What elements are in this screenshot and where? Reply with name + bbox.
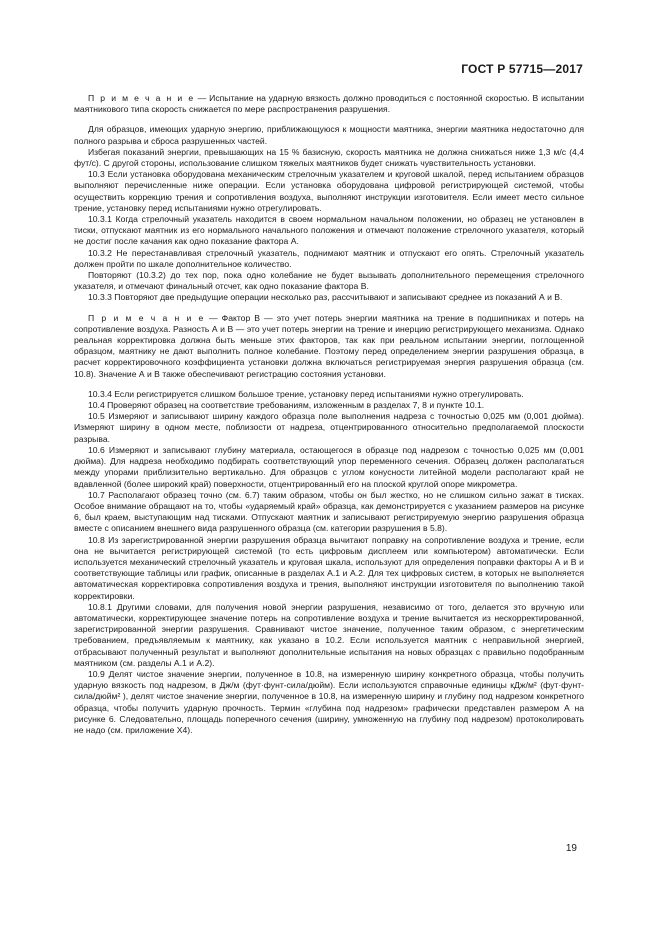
paragraph: 10.8 Из зарегистрированной энергии разрушения образца вычитают поправку на сопротивление воздуха и трение, если она не вычитается регистрирующей системой (то есть цифровым дисплеем или компьютером) автоматически. Если используется механический стрелочный указатель и круговая шкала, используют для определения поправки факторы А и В и соответствующие таблицы или график, описанные в разделах А.1 и А.2. Для тех цифровых систем, в которых не выполняется автоматическая корректировка сопротивления воздуха и трения, выполняют инструкции изготовителя по выполнению такой корректировки.: [74, 534, 584, 601]
paragraph: 10.3.3 Повторяют две предыдущие операции несколько раз, рассчитывают и записывают среднее из показаний А и В.: [88, 292, 563, 303]
note-paragraph: П р и м е ч а н и е — Испытание на ударную вязкость должно проводиться с постоянной скоростью. В испытании маятникового типа скорость снижается по мере распространения разрушения.: [74, 93, 584, 115]
note-label: П р и м е ч а н и е: [88, 312, 205, 323]
paragraph: 10.8.1 Другими словами, для получения новой энергии разрушения, независимо от того, делается это вручную или автоматически, корректирующее значение потерь на сопротивление воздуха и трение вычитается из нескорректированной, зарегистрированной энергии разрушения. Сравнивают чистое значение, полученное таким образом, с энергетическим требованием, предъявляемым к маятнику, как указано в 10.2. Если используется маятник с неправильной энергией, отбрасывают полученный результат и выполняют дополнительные испытания на новых образцах с правильно подобранным маятником (см. разделы А.1 и А.2).: [74, 601, 584, 668]
page-number: 19: [565, 843, 577, 854]
note-label: П р и м е ч а н и е: [88, 93, 195, 103]
document-body: [74, 90, 584, 736]
paragraph: Для образцов, имеющих ударную энергию, приближающуюся к мощности маятника, энергии маятника недостаточно для полного разрыва и сброса разрушенных частей.: [74, 124, 584, 146]
paragraph: 10.4 Проверяют образец на соответствие требованиям, изложенным в разделах 7, 8 и пункте 10.1.: [88, 400, 485, 411]
standard-header: ГОСТ Р 57715—2017: [461, 62, 583, 76]
note-paragraph: П р и м е ч а н и е — Фактор В — это учет потерь энергии маятника на трение в подшипниках и потерь на сопротивление воздуха. Разность А и В — это учет потерь энергии на трение и инерцию регистрирующего механизма. Однако реальная корректировка должна быть меньше этих факторов, так как при реальном испытании энергии, поглощенной образцом, маятнику не дают выполнить полное колебание. Поэтому перед определением энергии разрушения образца, в расчет корректировочного коэффициента установки должна включаться регистрируемая энергия разрушения образца (см. 10.8). Значение А и В также обеспечивают регистрацию состояния установки.: [74, 312, 585, 379]
paragraph: 10.9 Делят чистое значение энергии, полученное в 10.8, на измеренную ширину конкретного образца, чтобы получить ударную вязкость под надрезом, в Дж/м (фут·фунт-сила/дюйм). Если используются справочные единицы кДж/м² (фут·фунт-сила/дюйм² ), делят чистое значение энергии, полученное в 10.8, на измеренную ширину и глубину под надрезом конкретного образца, чтобы получить ударную прочность. Термин «глубина под надрезом» графически представлен размером А на рисунке 6. Следовательно, площадь поперечного сечения (ширину, умноженную на глубину под надрезом) протоколировать не надо (см. приложение Х4).: [74, 668, 584, 735]
paragraph: 10.3.1 Когда стрелочный указатель находится в своем нормальном начальном положении, но образец не установлен в тиски, отпускают маятник из его нормального начального положения и отмечают положение стрелочного указателя, который не достиг после качания как одно показание фактора А.: [74, 214, 584, 247]
paragraph: 10.5 Измеряют и записывают ширину каждого образца поле выполнения надреза с точностью 0,025 мм (0,001 дюйма). Измеряют ширину в одном месте, поблизости от надреза, отцентрированного относительно предполагаемой плоскости разрыва.: [74, 411, 584, 444]
paragraph: 10.3 Если установка оборудована механическим стрелочным указателем и круговой шкалой, перед испытанием образцов выполняют перечисленные ниже операции. Если установка оборудована цифровой регистрирующей системой, чтобы осуществить коррекцию трения и сопротивления воздуха, выполняют инструкции изготовителя. Если имеет место сильное трение, установку перед испытаниями нужно отрегулировать.: [74, 169, 584, 213]
paragraph: Избегая показаний энергии, превышающих на 15 % базисную, скорость маятника не должна снижаться ниже 1,3 м/с (4,4 фут/с). С другой стороны, использование слишком тяжелых маятников будет снижать чувствительность установки.: [74, 146, 584, 169]
paragraph: 10.3.2 Не перестанавливая стрелочный указатель, поднимают маятник и отпускают его опять. Стрелочный указатель должен пройти по шкале дополнительное количество.: [74, 247, 584, 269]
paragraph: 10.3.4 Если регистрируется слишком большое трение, установку перед испытаниями нужно отрегулировать.: [88, 388, 524, 399]
paragraph: Повторяют (10.3.2) до тех пор, пока одно колебание не будет вызывать дополнительного перемещения стрелочного указателя, и отмечают финальный отсчет, как одно показание фактора В.: [74, 270, 584, 292]
paragraph: 10.7 Располагают образец точно (см. 6.7) таким образом, чтобы он был жестко, но не слишком сильно зажат в тисках. Особое внимание обращают на то, чтобы «ударяемый край» образца, как демонстрируется с указанием размеров на рисунке 6, был краем, выступающим над тисками. Отпускают маятник и записывают регистрируемую энергию разрушения образца вместе с описанием внешнего вида разрушенного образца (см. категории разрушения в 5.8).: [74, 489, 584, 534]
paragraph: 10.6 Измеряют и записывают глубину материала, остающегося в образце под надрезом с точностью 0,025 мм (0,001 дюйма). Для надреза необходимо подбирать соответствующий упор переменного сечения. Образец должен располагаться между упорами приблизительно вертикально. Для образцов с углом конусности литейной модели располагают край не вдавленной (более широкий край) поверхности, отцентрированный его на плоской круглой опоре микрометра.: [74, 444, 584, 489]
